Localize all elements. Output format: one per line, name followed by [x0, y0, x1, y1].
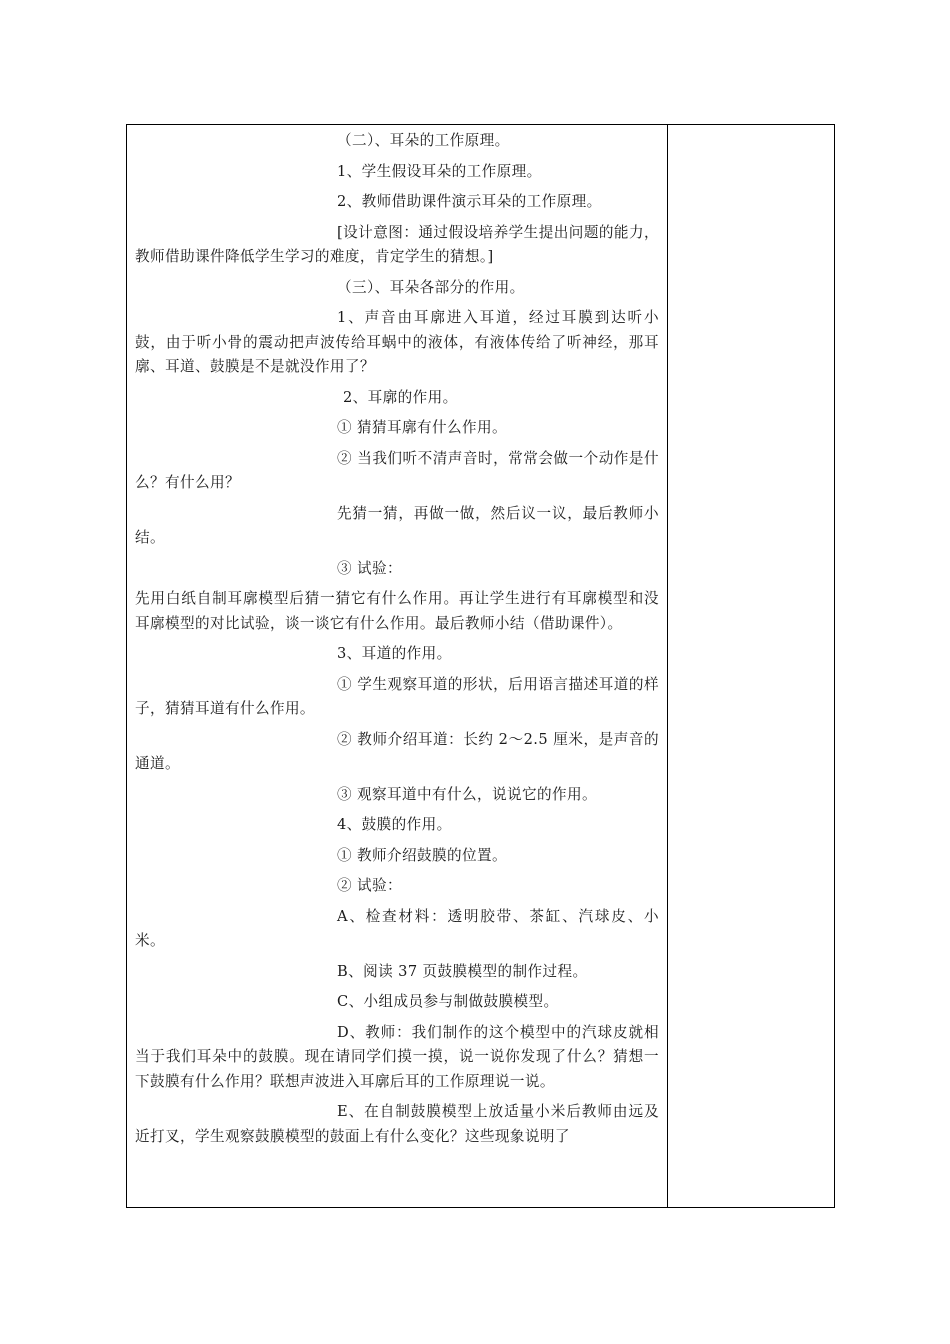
- paragraph: （二）、耳朵的工作原理。: [337, 132, 510, 149]
- paragraph: [设计意图：通过假设培养学生提出问题的能力，教师借助课件降低学生学习的难度，肯定学生的猜想。]: [135, 223, 659, 265]
- paragraph: ② 教师介绍耳道：长约 2～2.5 厘米，是声音的通道。: [135, 730, 659, 772]
- notes-cell: [668, 125, 834, 1207]
- paragraph: 2、耳廓的作用。: [343, 388, 458, 406]
- paragraph: ③ 试验：: [337, 559, 403, 577]
- paragraph: ① 教师介绍鼓膜的位置。: [337, 846, 507, 864]
- paragraph: （三）、耳朵各部分的作用。: [337, 278, 525, 296]
- paragraph: E、在自制鼓膜模型上放适量小米后教师由远及近打叉，学生观察鼓膜模型的鼓面上有什么变化？这些现象说明了: [135, 1103, 659, 1145]
- paragraph: 4、鼓膜的作用。: [337, 816, 452, 833]
- lesson-content-cell: [135, 129, 659, 1155]
- paragraph: B、阅读 37 页鼓膜模型的制作过程。: [337, 962, 588, 980]
- paragraph: 1、声音由耳廓进入耳道，经过耳膜到达听小鼓，由于听小骨的震动把声波传给耳蜗中的液体，有液体传给了听神经，那耳廓、耳道、鼓膜是不是就没作用了？: [135, 309, 659, 375]
- paragraph: 2、教师借助课件演示耳朵的工作原理。: [337, 193, 602, 210]
- paragraph: ② 试验：: [337, 877, 403, 894]
- paragraph: D、教师：我们制作的这个模型中的汽球皮就相当于我们耳朵中的鼓膜。现在请同学们摸一摸，说一说你发现了什么？猜想一下鼓膜有什么作用？联想声波进入耳廓后耳的工作原理说一说。: [135, 1023, 659, 1090]
- paragraph: ① 猜猜耳廓有什么作用。: [337, 419, 507, 436]
- paragraph: ③ 观察耳道中有什么，说说它的作用。: [337, 785, 597, 803]
- paragraph: A、检查材料：透明胶带、茶缸、汽球皮、小米。: [135, 907, 659, 949]
- paragraph: 先用白纸自制耳廓模型后猜一猜它有什么作用。再让学生进行有耳廓模型和没耳廓模型的对比试验，谈一谈它有什么作用。最后教师小结（借助课件）。: [135, 590, 659, 632]
- paragraph: ① 学生观察耳道的形状，后用语言描述耳道的样子，猜猜耳道有什么作用。: [135, 675, 659, 717]
- paragraph: 1、学生假设耳朵的工作原理。: [337, 162, 542, 180]
- paragraph: 3、耳道的作用。: [337, 645, 452, 662]
- paragraph: 先猜一猜，再做一做，然后议一议，最后教师小结。: [135, 504, 659, 546]
- paragraph: ② 当我们听不清声音时，常常会做一个动作是什么？有什么用？: [135, 449, 659, 491]
- lesson-table: [126, 124, 835, 1208]
- paragraph: C、小组成员参与制做鼓膜模型。: [337, 993, 559, 1010]
